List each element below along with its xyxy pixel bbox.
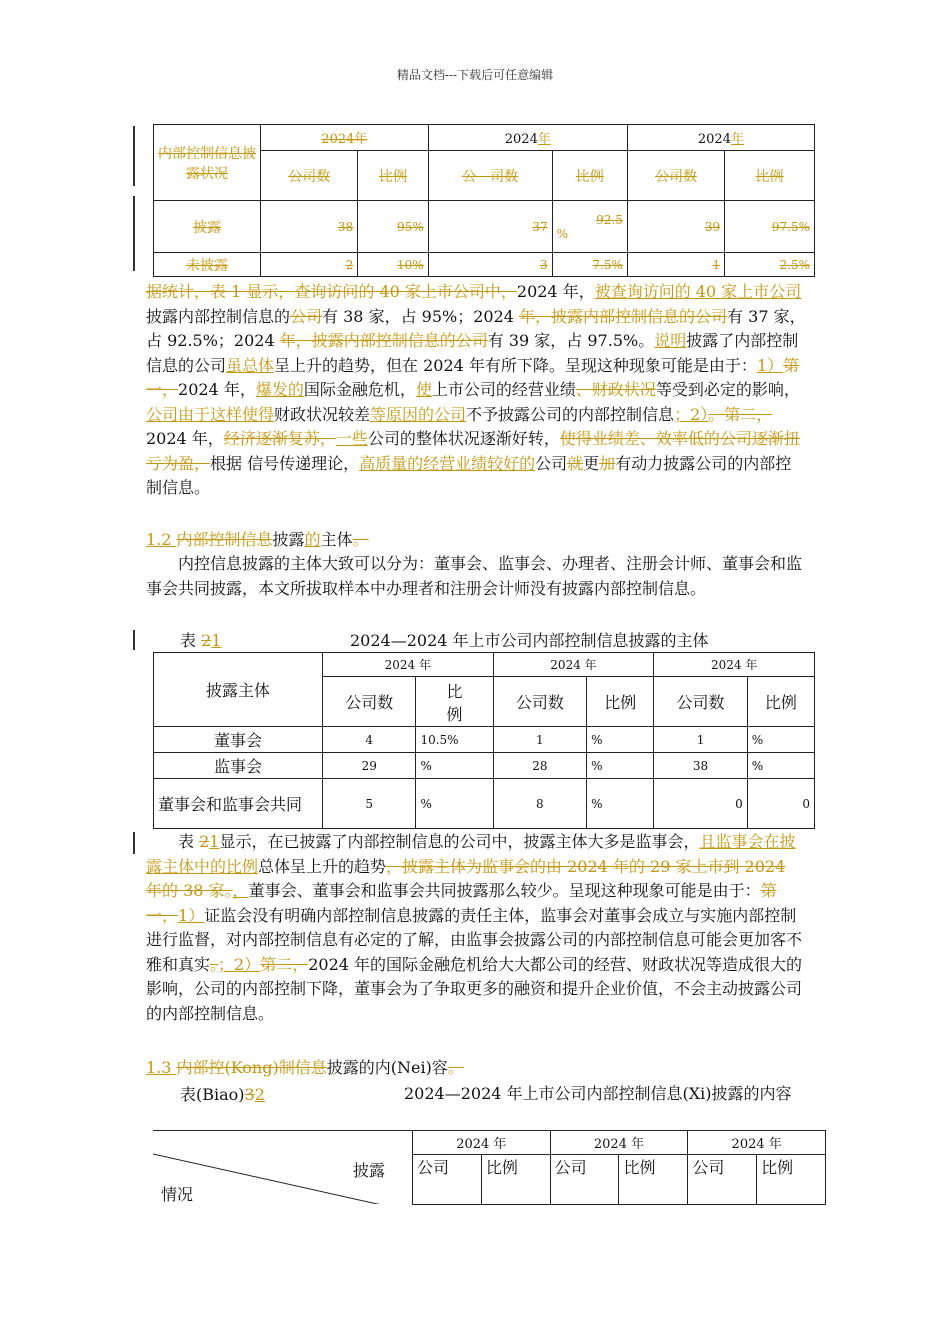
table-3-col: 比例 (757, 1155, 826, 1205)
table-2-cell: 0 (747, 779, 814, 829)
table-2-cell: 8 (493, 779, 586, 829)
table-3-top-border (153, 1130, 413, 1131)
table-1-cell: 7.5% (552, 253, 627, 277)
table-2-cell: 29 (323, 753, 416, 779)
table-1-cell: 38 (261, 201, 358, 253)
table-1-header-status: 内部控制信息披露状况 (154, 125, 261, 201)
paragraph-3: 表 21显示，在已披露了内部控制信息的公司中，披露主体大多是监事会，且监事会在披露主体中的比例总体呈上升的趋势，披露主体为监事会的由 2024 年的 29 家上市到 2024 年的 38 家。，董事会、董事会和监事会共同披露那么较少。呈现这种现象可能是由于：第一，1）证监会没有明确内部控制信息披露的责任主体，监事会对董事会成立与实施内部控制进行监督，对内部控制信息有必定的了解，由监事会披露公司的内部控制信息可能会更加客不雅和真实。；2）第二，2024 年的国际金融危机给大大都公司的经营、财政状况等造成很大的影响，公司的内部控制下降，董事会为了争取更多的融资和提升企业价值，不会主动披露公司的内部控制信息。 (146, 832, 803, 1023)
table-1-cell: 2.5% (725, 253, 815, 277)
table-1 (153, 124, 815, 277)
table-2-cell: % (747, 753, 814, 779)
table-1-cell: 10% (358, 253, 429, 277)
diag-top-label: 披露 (353, 1161, 386, 1180)
table-2-year: 2024 年 (323, 653, 494, 677)
table-2-cell: % (587, 779, 654, 829)
table-1-cell: 2 (261, 253, 358, 277)
table-2-cell: % (747, 727, 814, 753)
table-2-col: 比 例 (416, 677, 493, 727)
table-2-col: 公司数 (493, 677, 586, 727)
table-2-col: 比例 (747, 677, 814, 727)
table-1-cell: 37 (428, 201, 552, 253)
table-1-cell: 3 (428, 253, 552, 277)
table-1-cell: 92.5 % (552, 201, 627, 253)
table-2-cell: 0 (654, 779, 747, 829)
table-2-cell: 28 (493, 753, 586, 779)
table-1-cell: 1 (627, 253, 724, 277)
table-3-diagonal-cell (153, 1130, 413, 1204)
section-heading-1-3: 1.3 内部控(Kong)制信息披露的内(Nei)容。 (146, 1058, 464, 1077)
table-2-col: 比例 (587, 677, 654, 727)
table-1-year: 2024年 (428, 125, 627, 151)
table-2-cell: % (416, 753, 493, 779)
table-2-header: 披露主体 (154, 653, 323, 727)
table-2 (153, 652, 815, 829)
table-2-cell: 1 (493, 727, 586, 753)
table-2-cell: % (587, 727, 654, 753)
section-heading-1-2: 1.2 内部控制信息披露的主体。 (146, 530, 369, 549)
table-2-cell: 5 (323, 779, 416, 829)
table-3-year: 2024 年 (550, 1131, 688, 1155)
table-1-row-label: 未披露 (154, 253, 261, 277)
table-2-cell: 1 (654, 727, 747, 753)
table-2-year: 2024 年 (493, 653, 654, 677)
paragraph-1: 据统计，表 1 显示，查询访问的 40 家上市公司中，2024 年，被查询访问的 40 家上市公司披露内部控制信息的公司有 38 家，占 95%；2024 年，披露内部控制信息的公司有 37 家，占 92.5%；2024 年，披露内部控制信息的公司有 39 家，占 97.5%。说明披露了内部控制信息的公司虽总体呈上升的趋势，但在 2024 年有所下降。呈现这种现象可能是由于：1）第一，2024 年，爆发的国际金融危机，使上市公司的经营业绩、财政状况等受到必定的影响，公司由于这样使得财政状况较差等原因的公司不予披露公司的内部控制信息；2）。第二，2024 年，经济逐渐复苏，一些公司的整体状况逐渐好转，使得业绩差、效率低的公司逐渐扭亏为盈，根据 信号传递理论，高质量的经营业绩较好的公司就更加有动力披露公司的内部控制信息。 (146, 282, 806, 497)
table-2-title: 2024—2024 年上市公司内部控制信息披露的主体 (350, 631, 709, 650)
table-1-cell: 39 (627, 201, 724, 253)
table-2-cell: % (416, 779, 493, 829)
table-1-cell: 97.5% (725, 201, 815, 253)
table-2-col: 公司数 (654, 677, 747, 727)
table-1-col: 比例 (725, 151, 815, 201)
table-1-cell: 95% (358, 201, 429, 253)
table-2-cell: 10.5% (416, 727, 493, 753)
table-3-col: 公司 (688, 1155, 757, 1205)
table-1-year: 2024年 (261, 125, 429, 151)
table-1-col: 比例 (552, 151, 627, 201)
table-3-year: 2024 年 (413, 1131, 551, 1155)
table-3-year: 2024 年 (688, 1131, 826, 1155)
table-3-col: 公司 (550, 1155, 619, 1205)
table-2-caption: 表 21 (180, 631, 222, 650)
table-2-cell: 4 (323, 727, 416, 753)
diag-bottom-label: 情况 (161, 1185, 194, 1204)
table-1-col: 公司数 (261, 151, 358, 201)
table-2-cell: 38 (654, 753, 747, 779)
change-bar (133, 126, 135, 186)
table-2-row-label: 监事会 (154, 753, 323, 779)
table-3-col: 公司 (413, 1155, 482, 1205)
table-3-col: 比例 (481, 1155, 550, 1205)
table-3-col: 比例 (619, 1155, 688, 1205)
table-1-year: 2024年 (627, 125, 814, 151)
page-header: 精品文档---下载后可任意编辑 (396, 68, 554, 82)
table-1-col: 比例 (358, 151, 429, 201)
change-bar (133, 832, 135, 854)
change-bar (133, 196, 135, 271)
table-1-row-label: 披露 (154, 201, 261, 253)
table-2-year: 2024 年 (654, 653, 815, 677)
change-bar (133, 630, 135, 650)
table-2-cell: % (587, 753, 654, 779)
table-3-title: 2024—2024 年上市公司内部控制信息(Xi)披露的内容 (404, 1084, 792, 1103)
table-2-row-label: 董事会和监事会共同 (154, 779, 323, 829)
table-3-caption: 表(Biao)32 (180, 1085, 265, 1104)
table-1-col: 公司数 (627, 151, 724, 201)
paragraph-2: 内控信息披露的主体大致可以分为：董事会、监事会、办理者、注册会计师、董事会和监事会共同披露，本文所拔取样本中办理者和注册会计师没有披露内部控制信息。 (146, 554, 803, 598)
table-2-col: 公司数 (323, 677, 416, 727)
table-3 (412, 1130, 826, 1205)
table-2-row-label: 董事会 (154, 727, 323, 753)
table-1-col: 公 司数 (428, 151, 552, 201)
